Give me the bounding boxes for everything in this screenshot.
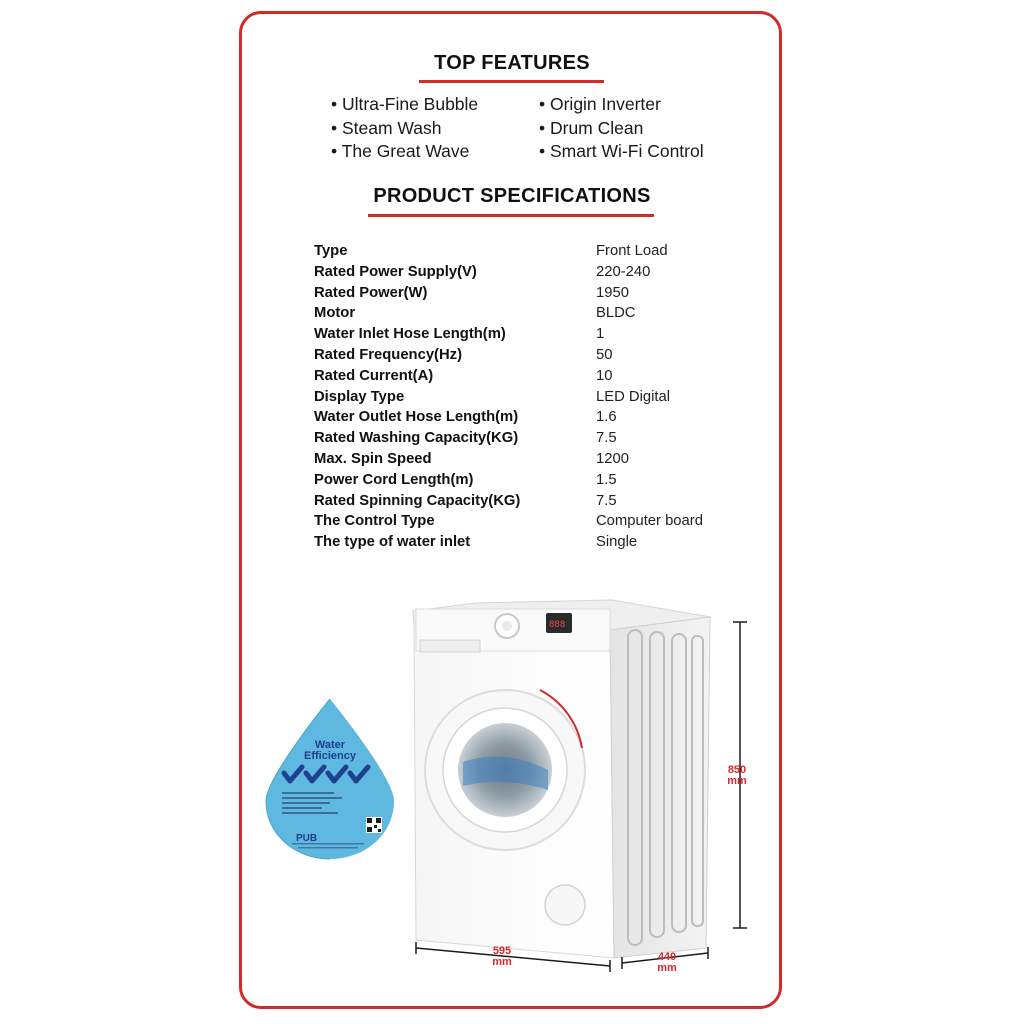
spec-label: The type of water inlet [314,534,471,551]
depth-value: 440 [657,951,677,963]
spec-value: 1950 [596,284,629,301]
svg-text:888: 888 [549,620,566,630]
spec-label: Rated Washing Capacity(KG) [314,430,519,447]
top-features-title: TOP FEATURES [434,52,590,74]
spec-value: Computer board [596,513,703,530]
spec-value: 50 [596,346,613,363]
spec-value: 1200 [596,450,629,467]
spec-value: 1 [596,326,605,343]
height-value: 850 [727,764,747,776]
spec-value: 1.5 [596,471,617,488]
spec-label: Rated Current(A) [314,367,434,384]
spec-value: 220-240 [596,263,651,280]
feature-item: • Drum Clean [539,117,644,138]
spec-label: Rated Power(W) [314,284,428,301]
spec-label: Display Type [314,388,405,405]
water-efficiency-line1: Water [314,739,346,751]
feature-item: • Steam Wash [331,117,442,138]
height-dimension-label [722,765,752,787]
spec-label: Type [314,243,348,259]
water-efficiency-title [292,740,368,762]
water-efficiency-badge [262,697,398,861]
spec-value: LED Digital [596,388,671,405]
spec-label: Water Inlet Hose Length(m) [314,326,506,343]
spec-value: 7.5 [596,492,617,509]
qr-code-icon [366,817,382,833]
spec-value: Front Load [596,243,668,259]
spec-label: Rated Power Supply(V) [314,263,477,280]
width-unit: mm [492,956,512,968]
spec-label: Water Outlet Hose Length(m) [314,409,519,426]
depth-dimension-label [652,952,682,974]
spec-label: Power Cord Length(m) [314,471,474,488]
spec-label: The Control Type [314,513,435,530]
feature-item: • Smart Wi-Fi Control [539,141,704,161]
pub-logo: PUB [296,833,318,844]
water-efficiency-line2: Efficiency [304,750,356,762]
spec-label: Rated Frequency(Hz) [314,346,462,363]
feature-item: • Origin Inverter [539,94,661,114]
height-unit: mm [727,775,747,787]
spec-value: 1.6 [596,409,617,426]
spec-label: Motor [314,305,356,322]
width-value: 595 [492,945,512,957]
spec-value: 10 [596,367,613,384]
width-dimension-label [487,946,517,968]
specifications-title: PRODUCT SPECIFICATIONS [373,185,651,207]
spec-value: 7.5 [596,430,617,447]
depth-unit: mm [657,962,677,974]
spec-value: BLDC [596,305,636,322]
spec-value: Single [596,534,638,551]
feature-item: • The Great Wave [331,141,470,161]
spec-label: Max. Spin Speed [314,450,432,467]
feature-item: • Ultra-Fine Bubble [331,94,479,114]
spec-label: Rated Spinning Capacity(KG) [314,492,521,509]
